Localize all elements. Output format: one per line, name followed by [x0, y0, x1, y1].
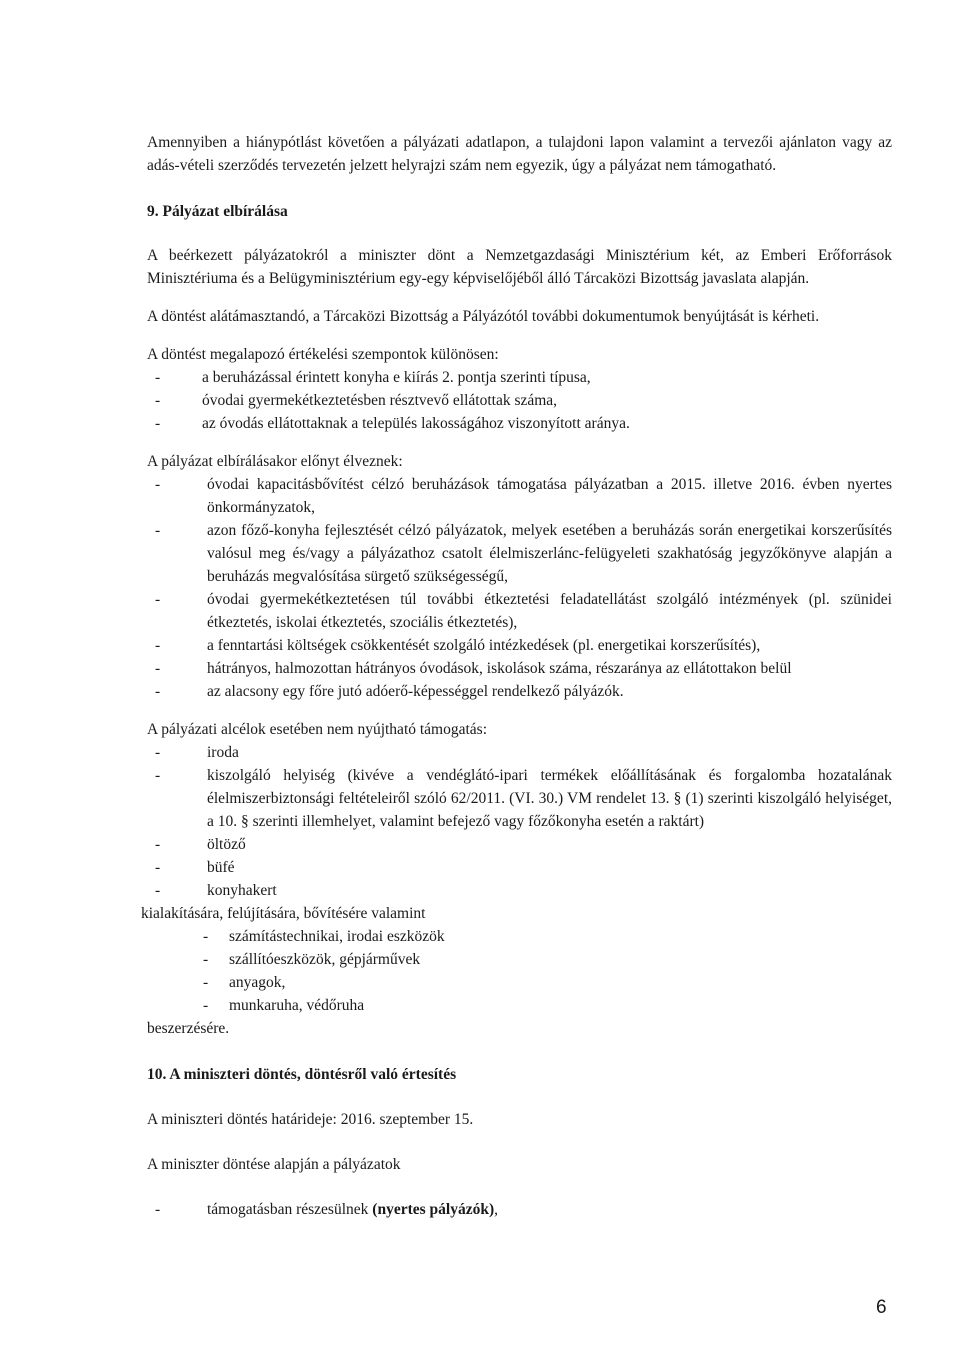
document-page — [141, 131, 892, 1221]
decision-intro: A miniszter döntése alapján a pályázatok — [147, 1156, 401, 1173]
list-item: - hátrányos, halmozottan hátrányos óvodások, iskolások száma, részaránya az ellátottakon belül — [155, 660, 792, 677]
not-supported-intro: A pályázati alcélok esetében nem nyújtható támogatás: — [147, 721, 488, 738]
section-9-heading — [147, 200, 892, 223]
list-item: - öltöző — [155, 836, 246, 853]
list-item: - iroda — [155, 744, 239, 761]
list-item: - anyagok, — [203, 974, 286, 991]
section-10-title: A miniszteri döntés, döntésről való értesítés — [169, 1066, 457, 1083]
intro-paragraph: Amennyiben a hiánypótlást követően a pályázati adatlapon, a tulajdoni lapon valamint a tervezői ajánlaton vagy az adás-vételi szerződés tervezetén jelzett helyrajzi szám nem egyezik, úgy a pályázat nem támogatható. — [147, 134, 892, 174]
procurement-end: beszerzésére. — [147, 1020, 230, 1037]
list-item: - számítástechnikai, irodai eszközök — [203, 928, 445, 945]
list-item: - munkaruha, védőruha — [203, 997, 365, 1014]
outcome-list — [147, 1198, 892, 1221]
list-item: - az alacsony egy főre jutó adóerő-képességgel rendelkező pályázók. — [155, 683, 624, 700]
list-item: - kiszolgáló helyiség (kivéve a vendéglátó-ipari termékek előállításának és forgalomba hozatalának élelmiszerbiztonsági feltételeiről szóló 62/2011. (VI. 30.) VM rendelet 13. § (1) szerinti kiszolgáló helyiséget, a 10. § szerinti illemhelyet, valamint befejező vagy főzőkonyha esetén a raktárt) — [155, 767, 892, 830]
section-9-para2: A döntést alátámasztandó, a Tárcaközi Bizottság a Pályázótól további dokumentumok benyújtását is kérheti. — [147, 308, 820, 325]
list-item: - óvodai gyermekétkeztetésen túl további étkeztetési feladatellátást szolgáló intézmények (pl. szünidei étkeztetés, iskolai étkeztetés, szociális étkeztetés), — [155, 591, 892, 631]
advantage-intro: A pályázat elbírálásakor előnyt élveznek: — [147, 453, 403, 470]
procurement-list — [147, 925, 892, 1017]
list-item: - az óvodás ellátottaknak a település lakosságához viszonyított aránya. — [155, 415, 630, 432]
section-10-heading — [147, 1063, 892, 1086]
section-9-para1: A beérkezett pályázatokról a miniszter dönt a Nemzetgazdasági Minisztérium két, az Emberi Erőforrások Minisztériuma és a Belügyminisztérium egy-egy képviselőjéből álló Tárcaközi Bizottság javaslata alapján. — [147, 247, 892, 287]
not-supported-list — [147, 741, 892, 902]
list-item: - szállítóeszközök, gépjárművek — [203, 951, 421, 968]
decision-deadline: A miniszteri döntés határideje: 2016. szeptember 15. — [147, 1111, 474, 1128]
list-item: - büfé — [155, 859, 235, 876]
list-item: - a fenntartási költségek csökkentését szolgáló intézkedések (pl. energetikai korszerűsítés), — [155, 637, 761, 654]
section-9-number: 9. — [147, 203, 159, 220]
section-9-title: Pályázat elbírálása — [162, 203, 288, 220]
list-item: - óvodai kapacitásbővítést célzó beruházások támogatása pályázatban a 2015. illetve 2016. évben nyertes önkormányzatok, — [155, 476, 892, 516]
list-item: - támogatásban részesülnek (nyertes pályázók), — [155, 1201, 498, 1218]
list-item: - azon főző-konyha fejlesztését célzó pályázatok, melyek esetében a beruházás során energetikai korszerűsítés valósul meg és/vagy a pályázathoz csatolt élelmiszerlánc-felügyeleti szakhatóság jegyzőkönyve alapján a beruházás megvalósítása sürgető szükségességű, — [155, 522, 892, 585]
build-line: kialakítására, felújítására, bővítésére valamint — [141, 905, 426, 922]
criteria-list — [147, 366, 892, 435]
criteria-intro: A döntést megalapozó értékelési szempontok különösen: — [147, 346, 499, 363]
list-item: - konyhakert — [155, 882, 277, 899]
list-item: - a beruházással érintett konyha e kiírás 2. pontja szerinti típusa, — [155, 369, 591, 386]
advantage-list — [147, 473, 892, 703]
section-10-number: 10. — [147, 1066, 167, 1083]
page-number: 6 — [876, 1297, 887, 1318]
list-item: - óvodai gyermekétkeztetésben résztvevő ellátottak száma, — [155, 392, 558, 409]
